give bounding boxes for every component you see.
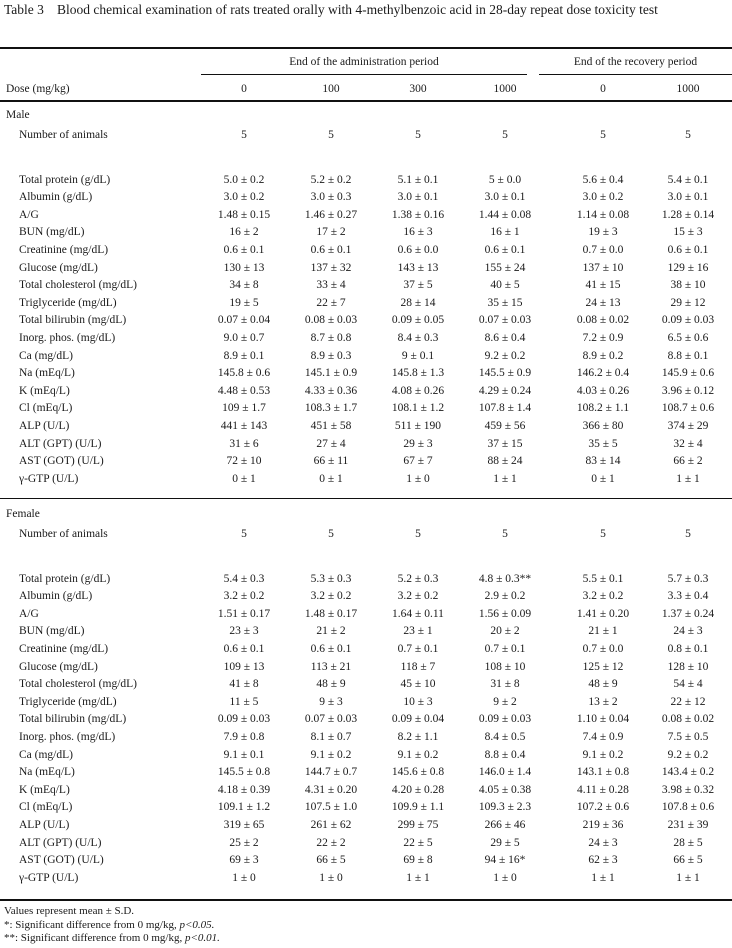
value-cell: 8.9 ± 0.2 — [582, 349, 624, 362]
value-cell: 0 ± 1 — [319, 472, 343, 485]
value-cell: 1.51 ± 0.17 — [217, 607, 271, 620]
value-cell: 22 ± 7 — [316, 296, 346, 309]
value-cell: 66 ± 5 — [673, 854, 703, 867]
value-cell: 3.2 ± 0.2 — [310, 590, 352, 603]
value-cell: 3.3 ± 0.4 — [667, 590, 709, 603]
value-cell: 155 ± 24 — [484, 261, 526, 274]
value-cell: 34 ± 8 — [229, 279, 259, 292]
value-cell: 11 ± 5 — [229, 695, 259, 708]
value-cell: 3.0 ± 0.1 — [397, 191, 439, 204]
value-cell: 441 ± 143 — [220, 420, 268, 433]
row-label: Inorg. phos. (mg/dL) — [19, 332, 116, 345]
value-cell: 5 — [600, 527, 606, 540]
value-cell: 0.7 ± 0.0 — [582, 244, 624, 257]
value-cell: 145.8 ± 0.6 — [217, 367, 271, 380]
value-cell: 54 ± 4 — [673, 678, 703, 691]
dose-header-cell: 300 — [409, 83, 427, 95]
value-cell: 118 ± 7 — [400, 660, 436, 673]
value-cell: 109 ± 13 — [223, 660, 265, 673]
row-label: ALP (U/L) — [19, 819, 70, 832]
row-label: Total cholesterol (mg/dL) — [19, 678, 137, 691]
value-cell: 0.6 ± 0.1 — [223, 244, 265, 257]
value-cell: 5 — [328, 128, 334, 141]
value-cell: 143 ± 13 — [397, 261, 439, 274]
value-cell: 0.7 ± 0.0 — [582, 643, 624, 656]
value-cell: 0.07 ± 0.04 — [217, 314, 271, 327]
value-cell: 366 ± 80 — [582, 420, 624, 433]
row-label: K (mEq/L) — [19, 783, 70, 796]
value-cell: 146.2 ± 0.4 — [576, 367, 630, 380]
value-cell: 145.5 ± 0.9 — [478, 367, 532, 380]
value-cell: 1.41 ± 0.20 — [576, 607, 630, 620]
value-cell: 108.1 ± 1.2 — [391, 402, 445, 415]
top-rule — [0, 47, 732, 49]
value-cell: 4.05 ± 0.38 — [478, 783, 532, 796]
row-label: Total protein (g/dL) — [19, 572, 111, 585]
row-label: AST (GOT) (U/L) — [19, 455, 104, 468]
value-cell: 22 ± 12 — [670, 695, 706, 708]
value-cell: 108.2 ± 1.1 — [576, 402, 630, 415]
value-cell: 0.08 ± 0.02 — [661, 713, 715, 726]
value-cell: 62 ± 3 — [588, 854, 618, 867]
dose-label: Dose (mg/kg) — [6, 83, 70, 95]
value-cell: 48 ± 9 — [316, 678, 346, 691]
value-cell: 8.8 ± 0.4 — [484, 748, 526, 761]
value-cell: 1.38 ± 0.16 — [391, 208, 445, 221]
value-cell: 1.56 ± 0.09 — [478, 607, 532, 620]
row-label: Na (mEq/L) — [19, 766, 75, 779]
footnote-p: p<0.01. — [184, 932, 220, 944]
value-cell: 3.96 ± 0.12 — [661, 384, 715, 397]
dose-header-cell: 0 — [241, 83, 247, 95]
value-cell: 69 ± 3 — [229, 854, 259, 867]
value-cell: 4.8 ± 0.3** — [478, 572, 532, 585]
value-cell: 3.2 ± 0.2 — [397, 590, 439, 603]
row-label: Ca (mg/dL) — [19, 748, 73, 761]
value-cell: 8.9 ± 0.3 — [310, 349, 352, 362]
value-cell: 1 ± 1 — [676, 871, 700, 884]
row-label: Cl (mEq/L) — [19, 801, 73, 814]
value-cell: 1 ± 1 — [591, 871, 615, 884]
row-label: AST (GOT) (U/L) — [19, 854, 104, 867]
value-cell: 7.4 ± 0.9 — [582, 731, 624, 744]
value-cell: 1.48 ± 0.17 — [304, 607, 358, 620]
footnote-significance-01 — [4, 932, 220, 944]
value-cell: 5 — [502, 527, 508, 540]
value-cell: 145.9 ± 0.6 — [661, 367, 715, 380]
value-cell: 41 ± 8 — [229, 678, 259, 691]
row-label: Na (mEq/L) — [19, 367, 75, 380]
value-cell: 146.0 ± 1.4 — [478, 766, 532, 779]
value-cell: 1 ± 1 — [493, 472, 517, 485]
value-cell: 33 ± 4 — [316, 279, 346, 292]
value-cell: 4.18 ± 0.39 — [217, 783, 271, 796]
row-label: Creatinine (mg/dL) — [19, 244, 109, 257]
value-cell: 143.4 ± 0.2 — [661, 766, 715, 779]
footnote-mark: ** — [4, 932, 15, 944]
value-cell: 0.09 ± 0.04 — [391, 713, 445, 726]
value-cell: 4.08 ± 0.26 — [391, 384, 445, 397]
value-cell: 109.1 ± 1.2 — [217, 801, 271, 814]
value-cell: 31 ± 8 — [490, 678, 520, 691]
value-cell: 0.6 ± 0.1 — [310, 643, 352, 656]
value-cell: 1 ± 0 — [406, 472, 430, 485]
value-cell: 1.10 ± 0.04 — [576, 713, 630, 726]
value-cell: 5 ± 0.0 — [488, 173, 522, 186]
value-cell: 0.6 ± 0.1 — [484, 244, 526, 257]
value-cell: 4.33 ± 0.36 — [304, 384, 358, 397]
value-cell: 1 ± 0 — [232, 871, 256, 884]
value-cell: 22 ± 5 — [403, 836, 433, 849]
value-cell: 0.07 ± 0.03 — [304, 713, 358, 726]
row-label: ALT (GPT) (U/L) — [19, 836, 102, 849]
value-cell: 4.31 ± 0.20 — [304, 783, 358, 796]
value-cell: 3.0 ± 0.1 — [484, 191, 526, 204]
row-label: Triglyceride (mg/dL) — [19, 296, 117, 309]
value-cell: 10 ± 3 — [403, 695, 433, 708]
value-cell: 145.5 ± 0.8 — [217, 766, 271, 779]
value-cell: 511 ± 190 — [394, 420, 442, 433]
value-cell: 29 ± 12 — [670, 296, 706, 309]
value-cell: 107.5 ± 1.0 — [304, 801, 358, 814]
header-bottom-rule — [0, 100, 732, 102]
value-cell: 0.08 ± 0.02 — [576, 314, 630, 327]
footnote-p: p<0.05. — [179, 919, 215, 931]
value-cell: 66 ± 5 — [316, 854, 346, 867]
value-cell: 17 ± 2 — [316, 226, 346, 239]
value-cell: 0.7 ± 0.1 — [484, 643, 526, 656]
value-cell: 9 ± 0.1 — [401, 349, 435, 362]
value-cell: 20 ± 2 — [490, 625, 520, 638]
value-cell: 145.6 ± 0.8 — [391, 766, 445, 779]
value-cell: 0.09 ± 0.03 — [661, 314, 715, 327]
value-cell: 5 — [600, 128, 606, 141]
value-cell: 1 ± 0 — [319, 871, 343, 884]
row-label: BUN (mg/dL) — [19, 625, 85, 638]
row-label: Total bilirubin (mg/dL) — [19, 713, 127, 726]
row-label: Creatinine (mg/dL) — [19, 643, 109, 656]
value-cell: 219 ± 36 — [582, 819, 624, 832]
value-cell: 21 ± 1 — [588, 625, 618, 638]
value-cell: 9.1 ± 0.2 — [582, 748, 624, 761]
caption-text: Blood chemical examination of rats treated orally with 4-methylbenzoic acid in 28-day repeat dose toxicity test — [57, 2, 658, 17]
value-cell: 22 ± 2 — [316, 836, 346, 849]
row-label: Albumin (g/dL) — [19, 191, 93, 204]
value-cell: 66 ± 11 — [313, 455, 349, 468]
row-label: Cl (mEq/L) — [19, 402, 73, 415]
value-cell: 0.09 ± 0.03 — [217, 713, 271, 726]
value-cell: 5.2 ± 0.3 — [397, 572, 439, 585]
value-cell: 0.6 ± 0.0 — [397, 244, 439, 257]
value-cell: 32 ± 4 — [673, 437, 703, 450]
value-cell: 231 ± 39 — [667, 819, 709, 832]
value-cell: 5 — [415, 128, 421, 141]
value-cell: 109.9 ± 1.1 — [391, 801, 445, 814]
value-cell: 107.2 ± 0.6 — [576, 801, 630, 814]
row-label: A/G — [19, 208, 39, 221]
admin-group-rule — [201, 74, 527, 75]
value-cell: 9 ± 3 — [319, 695, 343, 708]
value-cell: 5 — [685, 128, 691, 141]
value-cell: 1 ± 1 — [406, 871, 430, 884]
value-cell: 66 ± 2 — [673, 455, 703, 468]
value-cell: 3.2 ± 0.2 — [582, 590, 624, 603]
value-cell: 4.20 ± 0.28 — [391, 783, 445, 796]
value-cell: 88 ± 24 — [487, 455, 523, 468]
value-cell: 137 ± 32 — [310, 261, 352, 274]
value-cell: 15 ± 3 — [673, 226, 703, 239]
section-divider-rule — [0, 498, 732, 499]
value-cell: 0.08 ± 0.03 — [304, 314, 358, 327]
row-label: ALP (U/L) — [19, 420, 70, 433]
value-cell: 113 ± 21 — [310, 660, 352, 673]
row-label: Glucose (mg/dL) — [19, 261, 98, 274]
dose-header-cell: 100 — [322, 83, 340, 95]
value-cell: 5 — [502, 128, 508, 141]
value-cell: 266 ± 46 — [484, 819, 526, 832]
value-cell: 145.8 ± 1.3 — [391, 367, 445, 380]
value-cell: 0.09 ± 0.05 — [391, 314, 445, 327]
value-cell: 3.0 ± 0.1 — [667, 191, 709, 204]
row-label: Number of animals — [19, 527, 108, 540]
value-cell: 29 ± 5 — [490, 836, 520, 849]
value-cell: 8.9 ± 0.1 — [223, 349, 265, 362]
value-cell: 13 ± 2 — [588, 695, 618, 708]
value-cell: 1.28 ± 0.14 — [661, 208, 715, 221]
value-cell: 83 ± 14 — [585, 455, 621, 468]
row-label: Inorg. phos. (mg/dL) — [19, 731, 116, 744]
value-cell: 9.2 ± 0.2 — [484, 349, 526, 362]
value-cell: 0 ± 1 — [591, 472, 615, 485]
row-label: A/G — [19, 607, 39, 620]
value-cell: 5 — [241, 527, 247, 540]
value-cell: 69 ± 8 — [403, 854, 433, 867]
value-cell: 6.5 ± 0.6 — [667, 332, 709, 345]
section-label: Female — [6, 508, 40, 520]
value-cell: 108.7 ± 0.6 — [661, 402, 715, 415]
row-label: K (mEq/L) — [19, 384, 70, 397]
value-cell: 24 ± 13 — [585, 296, 621, 309]
dose-header-cell: 1000 — [676, 83, 700, 95]
value-cell: 0 ± 1 — [232, 472, 256, 485]
value-cell: 108.3 ± 1.7 — [304, 402, 358, 415]
value-cell: 143.1 ± 0.8 — [576, 766, 630, 779]
value-cell: 1.37 ± 0.24 — [661, 607, 715, 620]
value-cell: 5.5 ± 0.1 — [582, 572, 624, 585]
value-cell: 374 ± 29 — [667, 420, 709, 433]
value-cell: 0.6 ± 0.1 — [667, 244, 709, 257]
value-cell: 3.2 ± 0.2 — [223, 590, 265, 603]
value-cell: 5 — [685, 527, 691, 540]
value-cell: 4.29 ± 0.24 — [478, 384, 532, 397]
value-cell: 5.4 ± 0.3 — [223, 572, 265, 585]
value-cell: 23 ± 1 — [403, 625, 433, 638]
value-cell: 4.11 ± 0.28 — [577, 783, 629, 796]
value-cell: 0.07 ± 0.03 — [478, 314, 532, 327]
value-cell: 145.1 ± 0.9 — [304, 367, 358, 380]
value-cell: 109.3 ± 2.3 — [478, 801, 532, 814]
footnote-text: : Significant difference from 0 mg/kg, — [9, 919, 180, 931]
row-label: BUN (mg/dL) — [19, 226, 85, 239]
footnote-significance-05 — [4, 919, 214, 931]
row-label: γ-GTP (U/L) — [19, 871, 79, 884]
value-cell: 37 ± 5 — [403, 279, 433, 292]
value-cell: 3.0 ± 0.2 — [223, 191, 265, 204]
value-cell: 5 — [328, 527, 334, 540]
value-cell: 144.7 ± 0.7 — [304, 766, 358, 779]
value-cell: 28 ± 14 — [400, 296, 436, 309]
value-cell: 28 ± 5 — [673, 836, 703, 849]
group-header-administration: End of the administration period — [289, 56, 439, 68]
value-cell: 9.1 ± 0.2 — [310, 748, 352, 761]
value-cell: 1.64 ± 0.11 — [392, 607, 444, 620]
value-cell: 24 ± 3 — [588, 836, 618, 849]
footnote-text: : Significant difference from 0 mg/kg, — [15, 932, 185, 944]
value-cell: 23 ± 3 — [229, 625, 259, 638]
value-cell: 1.44 ± 0.08 — [478, 208, 532, 221]
caption-label: Table 3 — [4, 2, 44, 17]
footnote-mark: * — [4, 919, 10, 931]
value-cell: 5.0 ± 0.2 — [223, 173, 265, 186]
dose-header-cell: 0 — [600, 83, 606, 95]
group-header-recovery: End of the recovery period — [573, 56, 698, 68]
row-label: Number of animals — [19, 128, 108, 141]
value-cell: 4.48 ± 0.53 — [217, 384, 271, 397]
bottom-rule — [0, 899, 732, 901]
value-cell: 1 ± 1 — [676, 472, 700, 485]
value-cell: 16 ± 2 — [229, 226, 259, 239]
value-cell: 261 ± 62 — [310, 819, 352, 832]
value-cell: 7.5 ± 0.5 — [667, 731, 709, 744]
value-cell: 35 ± 15 — [487, 296, 523, 309]
value-cell: 108 ± 10 — [484, 660, 526, 673]
value-cell: 0.6 ± 0.1 — [310, 244, 352, 257]
value-cell: 7.9 ± 0.8 — [223, 731, 265, 744]
value-cell: 40 ± 5 — [490, 279, 520, 292]
value-cell: 94 ± 16* — [484, 854, 526, 867]
value-cell: 38 ± 10 — [670, 279, 706, 292]
value-cell: 25 ± 2 — [229, 836, 259, 849]
value-cell: 3.98 ± 0.32 — [661, 783, 715, 796]
value-cell: 4.03 ± 0.26 — [576, 384, 630, 397]
value-cell: 41 ± 15 — [585, 279, 621, 292]
value-cell: 2.9 ± 0.2 — [484, 590, 526, 603]
value-cell: 48 ± 9 — [588, 678, 618, 691]
value-cell: 130 ± 13 — [223, 261, 265, 274]
row-label: Total protein (g/dL) — [19, 173, 111, 186]
value-cell: 0.09 ± 0.03 — [478, 713, 532, 726]
value-cell: 451 ± 58 — [310, 420, 352, 433]
value-cell: 128 ± 10 — [667, 660, 709, 673]
value-cell: 1 ± 0 — [493, 871, 517, 884]
value-cell: 8.4 ± 0.5 — [484, 731, 526, 744]
row-label: Glucose (mg/dL) — [19, 660, 98, 673]
value-cell: 8.7 ± 0.8 — [310, 332, 352, 345]
value-cell: 5.3 ± 0.3 — [310, 572, 352, 585]
value-cell: 109 ± 1.7 — [222, 402, 266, 415]
value-cell: 107.8 ± 0.6 — [661, 801, 715, 814]
value-cell: 3.0 ± 0.2 — [582, 191, 624, 204]
dose-header-cell: 1000 — [493, 83, 517, 95]
value-cell: 7.2 ± 0.9 — [582, 332, 624, 345]
value-cell: 45 ± 10 — [400, 678, 436, 691]
row-label: Albumin (g/dL) — [19, 590, 93, 603]
value-cell: 16 ± 3 — [403, 226, 433, 239]
value-cell: 19 ± 3 — [588, 226, 618, 239]
value-cell: 8.8 ± 0.1 — [667, 349, 709, 362]
value-cell: 9.1 ± 0.2 — [397, 748, 439, 761]
value-cell: 1.48 ± 0.15 — [217, 208, 271, 221]
value-cell: 319 ± 65 — [223, 819, 265, 832]
value-cell: 1.46 ± 0.27 — [304, 208, 358, 221]
value-cell: 5.4 ± 0.1 — [667, 173, 709, 186]
value-cell: 9.2 ± 0.2 — [667, 748, 709, 761]
value-cell: 9.0 ± 0.7 — [223, 332, 265, 345]
value-cell: 0.7 ± 0.1 — [397, 643, 439, 656]
row-label: Total cholesterol (mg/dL) — [19, 279, 137, 292]
footnote-mean-sd: Values represent mean ± S.D. — [4, 905, 135, 917]
value-cell: 0.6 ± 0.1 — [223, 643, 265, 656]
value-cell: 129 ± 16 — [667, 261, 709, 274]
value-cell: 137 ± 10 — [582, 261, 624, 274]
row-label: Ca (mg/dL) — [19, 349, 73, 362]
value-cell: 8.6 ± 0.4 — [484, 332, 526, 345]
value-cell: 1.14 ± 0.08 — [576, 208, 630, 221]
value-cell: 9 ± 2 — [493, 695, 517, 708]
value-cell: 299 ± 75 — [397, 819, 439, 832]
value-cell: 5 — [415, 527, 421, 540]
value-cell: 5.6 ± 0.4 — [582, 173, 624, 186]
row-label: Total bilirubin (mg/dL) — [19, 314, 127, 327]
value-cell: 24 ± 3 — [673, 625, 703, 638]
value-cell: 27 ± 4 — [316, 437, 346, 450]
value-cell: 21 ± 2 — [316, 625, 346, 638]
value-cell: 31 ± 6 — [229, 437, 259, 450]
value-cell: 8.2 ± 1.1 — [397, 731, 439, 744]
section-label: Male — [6, 109, 30, 121]
value-cell: 35 ± 5 — [588, 437, 618, 450]
row-label: γ-GTP (U/L) — [19, 472, 79, 485]
value-cell: 5.7 ± 0.3 — [667, 572, 709, 585]
value-cell: 29 ± 3 — [403, 437, 433, 450]
value-cell: 9.1 ± 0.1 — [223, 748, 265, 761]
value-cell: 19 ± 5 — [229, 296, 259, 309]
value-cell: 459 ± 56 — [484, 420, 526, 433]
value-cell: 37 ± 15 — [487, 437, 523, 450]
value-cell: 8.1 ± 0.7 — [310, 731, 352, 744]
value-cell: 5.1 ± 0.1 — [397, 173, 439, 186]
value-cell: 16 ± 1 — [490, 226, 520, 239]
value-cell: 125 ± 12 — [582, 660, 624, 673]
row-label: ALT (GPT) (U/L) — [19, 437, 102, 450]
recovery-group-rule — [539, 74, 732, 75]
value-cell: 8.4 ± 0.3 — [397, 332, 439, 345]
value-cell: 5 — [241, 128, 247, 141]
value-cell: 3.0 ± 0.3 — [310, 191, 352, 204]
value-cell: 0.8 ± 0.1 — [667, 643, 709, 656]
value-cell: 72 ± 10 — [226, 455, 262, 468]
value-cell: 5.2 ± 0.2 — [310, 173, 352, 186]
value-cell: 67 ± 7 — [403, 455, 433, 468]
value-cell: 107.8 ± 1.4 — [478, 402, 532, 415]
row-label: Triglyceride (mg/dL) — [19, 695, 117, 708]
